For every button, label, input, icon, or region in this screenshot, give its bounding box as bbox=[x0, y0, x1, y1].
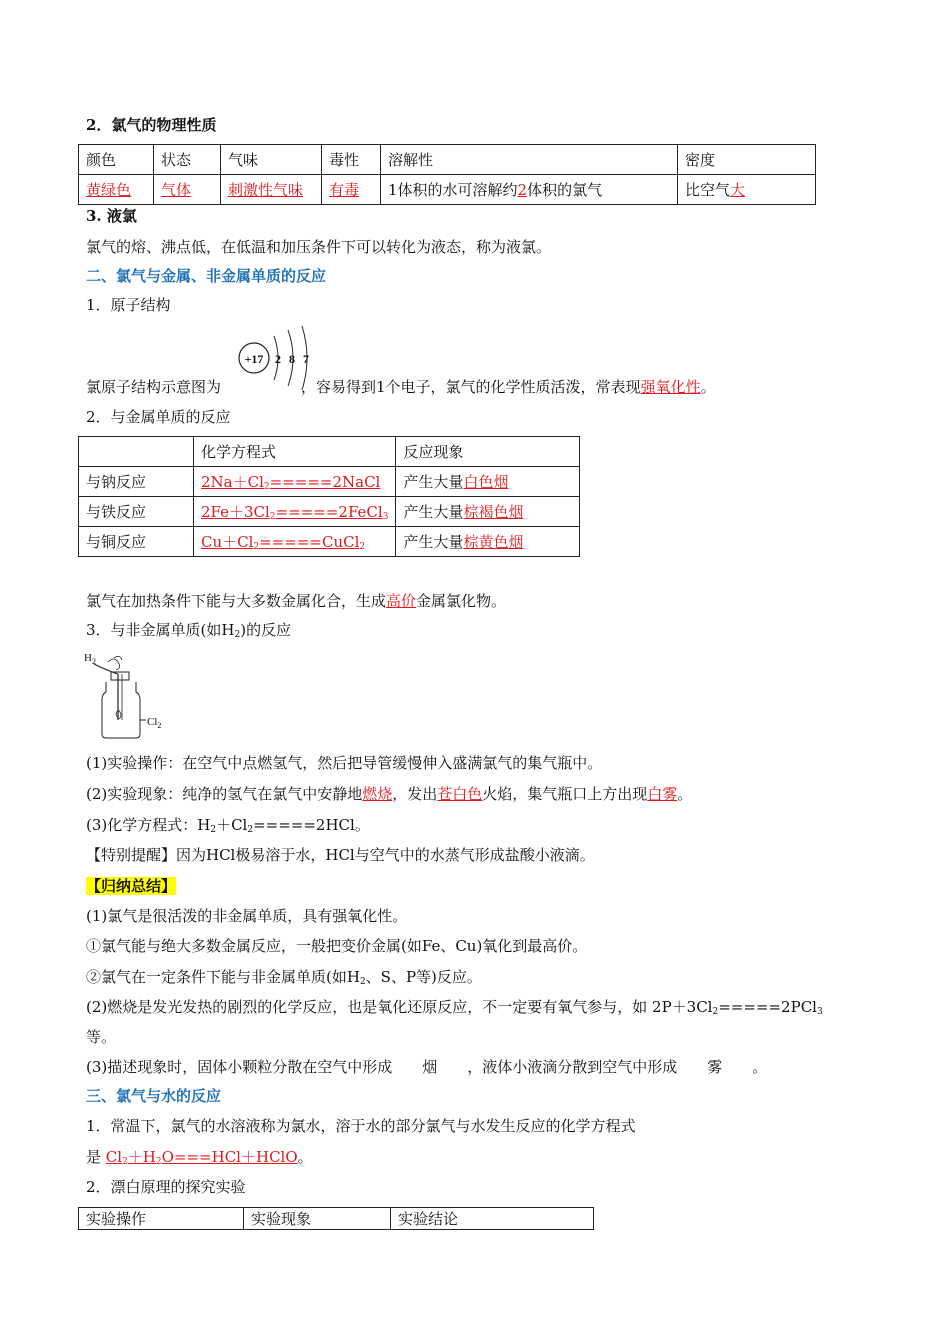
atom-text-pre: 氯原子结构示意图为 bbox=[86, 378, 222, 396]
summary-point-1b: ②氯气在一定条件下能与非金属单质(如$H_2$、S、P等)反应。 bbox=[86, 968, 482, 987]
table-header-row bbox=[79, 145, 816, 175]
cl2-label: $Cl_2$ bbox=[147, 716, 162, 730]
answer-color: 黄绿色 bbox=[86, 181, 132, 199]
row-name: 与铜反应 bbox=[79, 527, 194, 557]
cell-toxicity bbox=[322, 175, 381, 205]
header-phenomenon: 实验现象 bbox=[244, 1208, 391, 1230]
metal-reaction-title: 2．与金属单质的反应 bbox=[86, 408, 231, 426]
header-conclusion: 实验结论 bbox=[391, 1208, 594, 1230]
header-solubility: 溶解性 bbox=[381, 145, 678, 175]
density-text: 比空气 bbox=[685, 181, 731, 199]
answer-equation-cu: $Cu+Cl_2=====CuCl_2$ bbox=[201, 533, 366, 552]
bleaching-experiment-table bbox=[78, 1207, 594, 1230]
table-header-row bbox=[79, 1208, 594, 1230]
header-odor: 气味 bbox=[221, 145, 322, 175]
row-equation bbox=[194, 497, 396, 527]
experiment-equation: (3)化学方程式：$H_2+Cl_2=====2HCl$。 bbox=[86, 816, 370, 835]
section-heading-metal-nonmetal: 二、氯气与金属、非金属单质的反应 bbox=[86, 267, 327, 285]
atom-text-end: 。 bbox=[700, 378, 716, 396]
answer-water-equation: $Cl_2+H_2O===HCl+HClO$ bbox=[105, 1148, 298, 1167]
answer-solubility: 2 bbox=[517, 181, 528, 199]
answer-burning: 燃烧 bbox=[362, 785, 393, 803]
special-tip: 【特别提醒】因为HCl极易溶于水，HCl与空气中的水蒸气形成盐酸小液滴。 bbox=[86, 846, 595, 864]
summary-point-1a: ①氯气能与绝大多数金属反应，一般把变价金属(如Fe、Cu)氧化到最高价。 bbox=[86, 937, 588, 955]
nonmetal-reaction-title: 3．与非金属单质(如$H_2$)的反应 bbox=[86, 621, 292, 640]
header-operation: 实验操作 bbox=[79, 1208, 244, 1230]
answer-phenomenon-cu: 棕黄色烟 bbox=[463, 533, 524, 551]
chlorine-water-equation-line: 是 $Cl_2+H_2O===HCl+HClO$。 bbox=[86, 1148, 313, 1167]
shell-3-count: 7 bbox=[303, 352, 309, 366]
summary-point-2: (2)燃烧是发光发热的剧烈的化学反应，也是氧化还原反应，不一定要有氧气参与，如 $2P+3Cl_2=====2PCl_3$ bbox=[86, 998, 823, 1017]
cell-density bbox=[678, 175, 816, 205]
solubility-text-end: 体积的氯气 bbox=[527, 181, 603, 199]
answer-odor: 刺激性气味 bbox=[228, 181, 304, 199]
chlorine-water-text: 1．常温下，氯气的水溶液称为氯水，溶于水的部分氯气与水发生反应的化学方程式 bbox=[86, 1117, 636, 1135]
answer-phenomenon-na: 白色烟 bbox=[463, 473, 509, 491]
section-title-physical: 2．氯气的物理性质 bbox=[86, 116, 217, 134]
header-density: 密度 bbox=[678, 145, 816, 175]
hydrogen-chlorine-apparatus-diagram bbox=[84, 648, 174, 740]
answer-high-valence: 高价 bbox=[386, 592, 417, 610]
row-phenomenon: 产生大量棕褐色烟 bbox=[396, 497, 580, 527]
atom-structure-title: 1．原子结构 bbox=[86, 296, 171, 314]
answer-toxicity: 有毒 bbox=[329, 181, 360, 199]
header-blank bbox=[79, 437, 194, 467]
nucleus-label: +17 bbox=[244, 352, 264, 366]
experiment-operation: (1)实验操作：在空气中点燃氢气，然后把导管缓慢伸入盛满氯气的集气瓶中。 bbox=[86, 754, 603, 772]
row-name: 与铁反应 bbox=[79, 497, 194, 527]
summary-label-row bbox=[86, 876, 176, 896]
row-equation bbox=[194, 527, 396, 557]
header-toxicity: 毒性 bbox=[322, 145, 381, 175]
header-equation: 化学方程式 bbox=[194, 437, 396, 467]
table-row bbox=[79, 527, 580, 557]
row-equation bbox=[194, 467, 396, 497]
metal-reaction-table bbox=[78, 436, 580, 557]
answer-equation-fe: $2Fe+3Cl_2=====2FeCl_3$ bbox=[201, 503, 389, 522]
h2-label: $H_2$ bbox=[84, 652, 96, 666]
cell-state bbox=[154, 175, 221, 205]
summary-point-2-cont: 等。 bbox=[86, 1028, 117, 1046]
table-row bbox=[79, 467, 580, 497]
header-phenomenon: 反应现象 bbox=[396, 437, 580, 467]
answer-equation-na: $2Na+Cl_2=====2NaCl$ bbox=[201, 473, 381, 492]
answer-phenomenon-fe: 棕褐色烟 bbox=[463, 503, 524, 521]
section-heading-water: 三、氯气与水的反应 bbox=[86, 1087, 222, 1105]
shell-1-count: 2 bbox=[275, 352, 281, 366]
liquid-chlorine-text: 氯气的熔、沸点低，在低温和加压条件下可以转化为液态，称为液氯。 bbox=[86, 238, 552, 256]
atom-text-post: ，容易得到1个电子，氯气的化学性质活泼，常表现 bbox=[301, 378, 641, 396]
cell-odor bbox=[221, 175, 322, 205]
answer-pale-flame: 苍白色 bbox=[437, 785, 483, 803]
summary-point-3: (3)描述现象时，固体小颗粒分散在空气中形成 烟 ，液体小液滴分散到空气中形成 雾 。 bbox=[86, 1058, 768, 1076]
header-state: 状态 bbox=[154, 145, 221, 175]
metal-summary-line: 氯气在加热条件下能与大多数金属化合，生成高价金属氯化物。 bbox=[86, 592, 507, 610]
row-name: 与钠反应 bbox=[79, 467, 194, 497]
physical-properties-table bbox=[78, 144, 816, 205]
section-title-liquid-chlorine: 3. 液氯 bbox=[86, 207, 137, 225]
cell-color bbox=[79, 175, 154, 205]
experiment-phenomenon: (2)实验现象：纯净的氢气在氯气中安静地燃烧，发出苍白色火焰，集气瓶口上方出现白雾。 bbox=[86, 785, 693, 803]
answer-density: 大 bbox=[730, 181, 746, 199]
table-row bbox=[79, 175, 816, 205]
table-header-row bbox=[79, 437, 580, 467]
table-row bbox=[79, 497, 580, 527]
answer-white-mist: 白雾 bbox=[647, 785, 678, 803]
atom-structure-line bbox=[86, 377, 716, 397]
summary-point-1: (1)氯气是很活泼的非金属单质，具有强氧化性。 bbox=[86, 907, 408, 925]
bleaching-title: 2．漂白原理的探究实验 bbox=[86, 1178, 246, 1196]
row-phenomenon: 产生大量白色烟 bbox=[396, 467, 580, 497]
answer-state: 气体 bbox=[161, 181, 192, 199]
header-color: 颜色 bbox=[79, 145, 154, 175]
row-phenomenon: 产生大量棕黄色烟 bbox=[396, 527, 580, 557]
answer-strong-oxidizing: 强氧化性 bbox=[640, 378, 701, 396]
cell-solubility bbox=[381, 175, 678, 205]
solubility-text: 1体积的水可溶解约 bbox=[388, 181, 518, 199]
summary-label: 【归纳总结】 bbox=[86, 877, 177, 895]
shell-2-count: 8 bbox=[289, 352, 295, 366]
